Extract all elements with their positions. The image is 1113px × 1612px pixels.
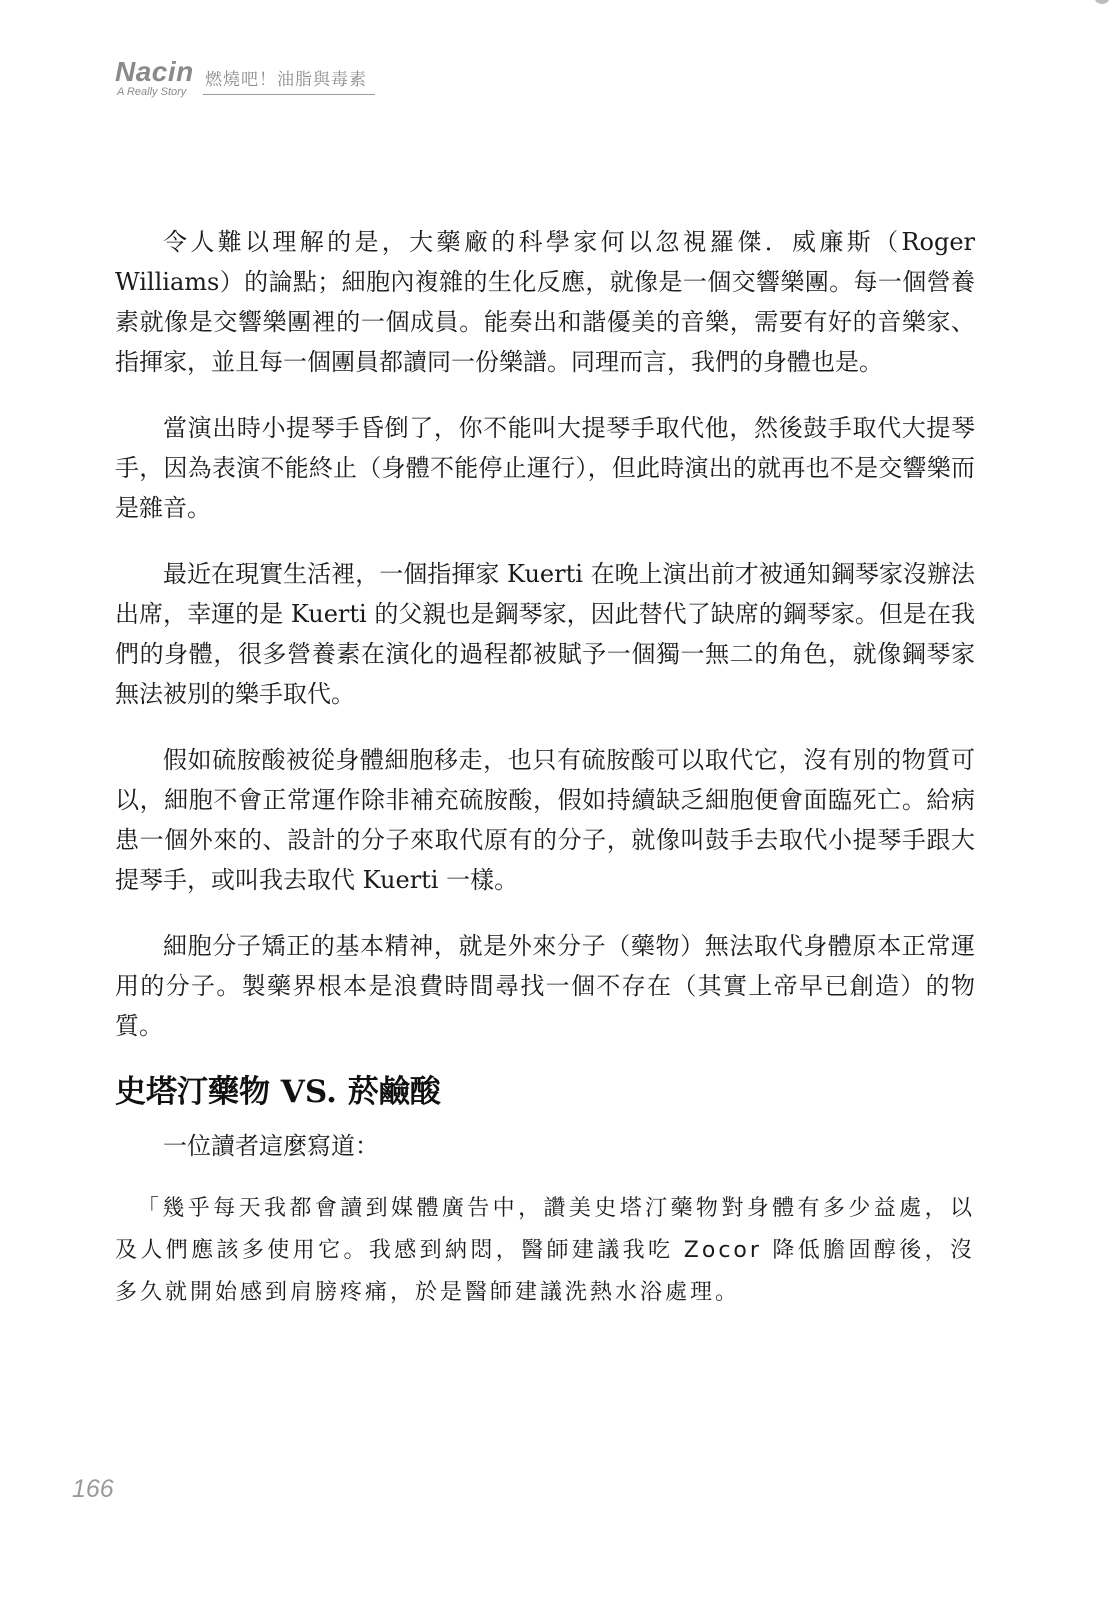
paragraph: 當演出時小提琴手昏倒了，你不能叫大提琴手取代他，然後鼓手取代大提琴手，因為表演不能終止（身體不能停止運行），但此時演出的就再也不是交響樂而是雜音。 xyxy=(115,414,975,522)
reader-quote: 「幾乎每天我都會讀到媒體廣告中，讚美史塔汀藥物對身體有多少益處，以及人們應該多使用它。我感到納悶，醫師建議我吃 Zocor 降低膽固醇後，沒多久就開始感到肩膀疼痛，於是醫師建議洗熱水浴處理。 xyxy=(115,1196,975,1305)
quote-intro: 一位讀者這麼寫道： xyxy=(163,1132,379,1160)
paragraph: 假如硫胺酸被從身體細胞移走，也只有硫胺酸可以取代它，沒有別的物質可以，細胞不會正常運作除非補充硫胺酸，假如持續缺乏細胞便會面臨死亡。給病患一個外來的、設計的分子來取代原有的分子，就像叫鼓手去取代小提琴手跟大提琴手，或叫我去取代 Kuerti 一樣。 xyxy=(115,746,975,894)
book-title: 燃燒吧！油脂與毒素 xyxy=(205,70,367,90)
logo-title: Nacin xyxy=(115,56,194,87)
corner-mark xyxy=(1095,0,1109,4)
paragraph: 令人難以理解的是，大藥廠的科學家何以忽視羅傑．威廉斯（Roger Williams）的論點；細胞內複雜的生化反應，就像是一個交響樂團。每一個營養素就像是交響樂團裡的一個成員。能奏出和諧優美的音樂，需要有好的音樂家、指揮家，並且每一個團員都讀同一份樂譜。同理而言，我們的身體也是。 xyxy=(115,228,975,376)
logo-subtitle: A Really Story xyxy=(117,86,187,98)
page-number: 166 xyxy=(72,1475,114,1503)
page-body xyxy=(115,222,975,1314)
running-header xyxy=(115,58,375,104)
header-rule xyxy=(203,94,375,95)
paragraph: 細胞分子矯正的基本精神，就是外來分子（藥物）無法取代身體原本正常運用的分子。製藥界根本是浪費時間尋找一個不存在（其實上帝早已創造）的物質。 xyxy=(115,932,975,1040)
paragraph: 最近在現實生活裡，一個指揮家 Kuerti 在晚上演出前才被通知鋼琴家沒辦法出席，幸運的是 Kuerti 的父親也是鋼琴家，因此替代了缺席的鋼琴家。但是在我們的身體，很多營養素在演化的過程都被賦予一個獨一無二的角色，就像鋼琴家無法被別的樂手取代。 xyxy=(115,560,975,708)
section-heading: 史塔汀藥物 VS. 菸鹼酸 xyxy=(115,1074,441,1110)
